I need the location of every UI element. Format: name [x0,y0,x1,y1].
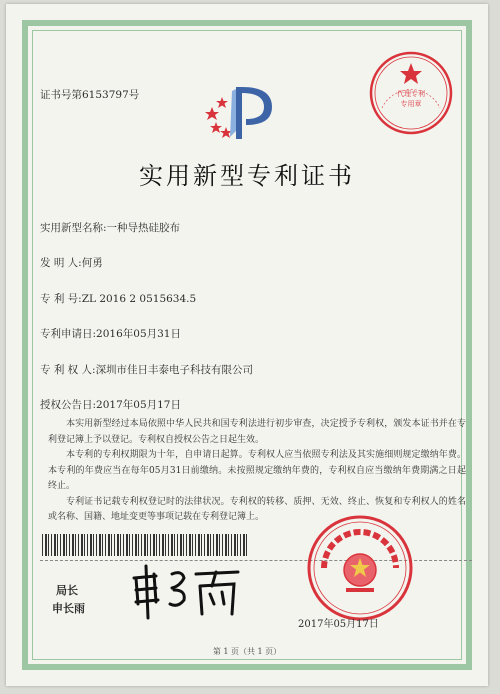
barcode [42,534,248,556]
handwritten-signature [126,560,246,624]
grant-date-row [40,397,181,412]
body-paragraph: 本实用新型经过本局依照中华人民共和国专利法进行初步审查，决定授予专利权，颁发本证书并在专利登记簿上予以登记。专利权自授权公告之日起生效。 [48,419,466,445]
certificate-page [6,4,488,686]
certificate-title: 实用新型专利证书 [139,162,355,190]
national-ip-office-seal [306,514,414,622]
certificate-number: 证书号第6153797号 [40,89,140,101]
body-paragraph: 本专利的专利权期限为十年，自申请日起算。专利权人应当依照专利法及其实施细则规定缴纳年费。本专利的年费应当在每年05月31日前缴纳。未按照规定缴纳年费的，专利权自应当缴纳年费期满之日起终止。 [48,450,466,491]
page-footer: 第 1 页（共 1 页） [212,647,282,656]
svg-text:专用章: 专用章 [400,100,422,108]
patent-number-label: 专 利 号: [40,293,82,305]
svg-text:代理专利: 代理专利 [397,90,425,98]
utility-model-name-row [40,220,180,235]
patentee-value: 深圳市佳日丰泰电子科技有限公司 [95,364,254,376]
certificate-body [48,417,466,526]
seal-date: 2017年05月17日 [298,619,379,630]
agency-seal [368,50,454,136]
patentee-label: 专 利 权 人: [40,364,96,376]
inventor-row [40,255,103,270]
application-date-value: 2016年05月31日 [96,328,181,340]
inventor-label: 发 明 人: [40,257,82,269]
name-value: 一种导热硅胶布 [106,222,181,234]
body-paragraph: 专利证书记载专利权登记时的法律状况。专利权的转移、质押、无效、终止、恢复和专利权人的姓名或名称、国籍、地址变更等事项记载在专利登记簿上。 [48,496,466,522]
signatory-name: 申长雨 [52,602,85,615]
patent-number-value: ZL 2016 2 0515634.5 [81,293,197,305]
patentee-row [40,362,253,377]
patent-number-row [40,291,196,306]
grant-date-value: 2017年05月17日 [96,399,181,411]
inventor-value: 何勇 [81,257,103,269]
name-label: 实用新型名称: [40,222,107,234]
signatory-title: 局长 [56,584,78,597]
application-date-label: 专利申请日: [40,328,97,340]
application-date-row [40,326,181,341]
patent-office-logo [202,81,280,143]
grant-date-label: 授权公告日: [40,399,97,411]
